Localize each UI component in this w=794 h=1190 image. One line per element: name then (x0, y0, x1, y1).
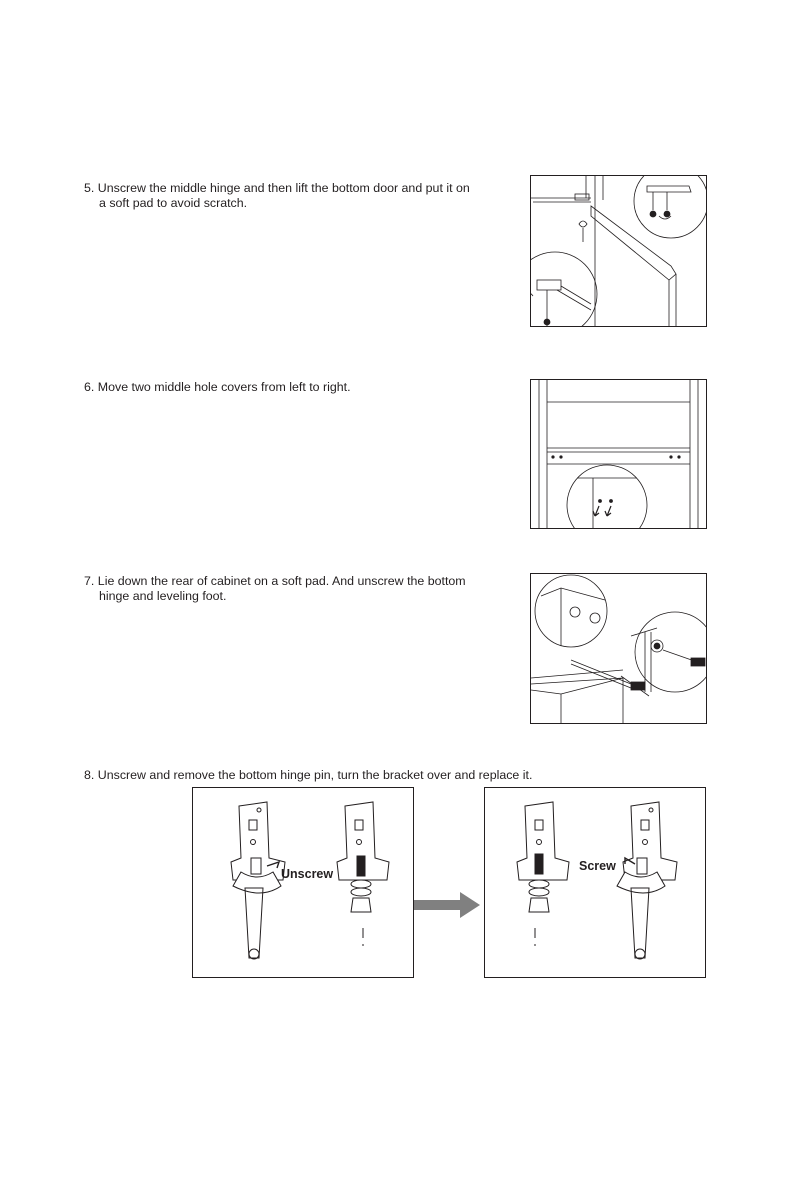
step-8-text-line1: 8. Unscrew and remove the bottom hinge pin, turn the bracket over and replace it. (84, 768, 533, 782)
step-6-illustration (530, 379, 707, 529)
step-5-text-line2: a soft pad to avoid scratch. (99, 196, 248, 210)
step-7-illustration (530, 573, 707, 724)
step-7-text-line2: hinge and leveling foot. (99, 589, 227, 603)
step-5-text-line1: 5. Unscrew the middle hinge and then lift the bottom door and put it on (84, 181, 470, 195)
arrow-right-icon (414, 890, 482, 920)
step-7-text-line1: 7. Lie down the rear of cabinet on a soft pad. And unscrew the bottom (84, 574, 466, 588)
step-8-instruction (84, 768, 584, 783)
step-5-instruction (84, 181, 504, 211)
step-6-text-line1: 6. Move two middle hole covers from left to right. (84, 380, 351, 394)
step-6-instruction (84, 380, 504, 395)
unscrew-label: Unscrew (281, 867, 334, 881)
step-7-instruction (84, 574, 504, 604)
step-5-illustration (530, 175, 707, 327)
screw-label: Screw (579, 859, 616, 873)
step-8-screw-illustration (484, 787, 706, 978)
step-8-unscrew-illustration (192, 787, 414, 978)
